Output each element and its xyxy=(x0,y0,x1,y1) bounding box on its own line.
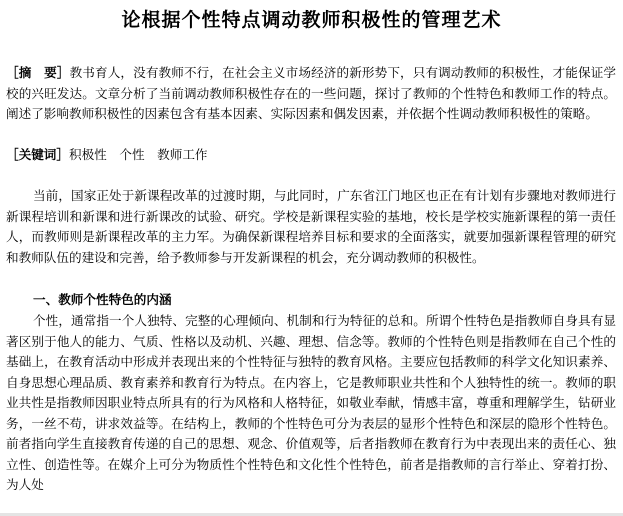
abstract-block xyxy=(6,63,616,125)
intro-paragraph: 当前，国家正处于新课程改革的过渡时期，与此同时，广东省江门地区也正在有计划有步骤地对教师进行新课程培训和新课和进行新课改的试验、研究。学校是新课程实验的基地，校长是学校实施新课程的第一责任人，而教师则是新课程改革的主力军。为确保新课程培养目标和要求的全面落实，就要加强新课程管理的研究和教师队伍的建设和完善，给予教师参与开发新课程的机会，充分调动教师的积极性。 xyxy=(6,188,616,265)
abstract-text: 教书育人，没有教师不行，在社会主义市场经济的新形势下，只有调动教师的积极性，才能保证学校的兴旺发达。文章分析了当前调动教师积极性存在的一些问题，探讨了教师的个性特色和教师工作的特点。阐述了影响教师积极性的因素包含有基本因素、实际因素和偶发因素，并依据个性调动教师积极性的策略。 xyxy=(6,65,617,121)
keywords-block xyxy=(6,145,616,166)
keywords-text: 积极性 个性 教师工作 xyxy=(68,147,208,162)
abstract-label: ［摘 要］ xyxy=(6,65,70,80)
section-paragraph: 个性，通常指一个人独特、完整的心理倾向、机制和行为特征的总和。所谓个性特色是指教师自身具有显著区别于他人的能力、气质、性格以及动机、兴趣、理想、信念等。教师的个性特色则是指教师在自己个性的基础上，在教育活动中形成并表现出来的个性特征与独特的教育风格。主要应包括教师的科学文化知识素养、自身思想心理品质、教育素养和教育行为特点。在内容上，它是教师职业共性和个人独特性的统一。教师的职业共性是指教师因职业特点所具有的行为风格和人格特征，如敬业奉献，情感丰富，尊重和理解学生，钻研业务，一丝不苟，讲求效益等。在结构上，教师的个性特色可分为表层的显形个性特色和深层的隐形个性特色。前者指向学生直接教育传递的自己的思想、观念、价值观等，后者指教师在教育行为中表现出来的责任心、独立性、创造性等。在媒介上可分为物质性个性特色和文化性个性特色，前者是指教师的言行举止、穿着打扮、为人处 xyxy=(6,313,616,492)
keywords-label: ［关键词］ xyxy=(6,147,69,162)
document-title: 论根据个性特点调动教师积极性的管理艺术 xyxy=(121,9,502,31)
section-heading: 一、教师个性特色的内涵 xyxy=(33,292,172,307)
